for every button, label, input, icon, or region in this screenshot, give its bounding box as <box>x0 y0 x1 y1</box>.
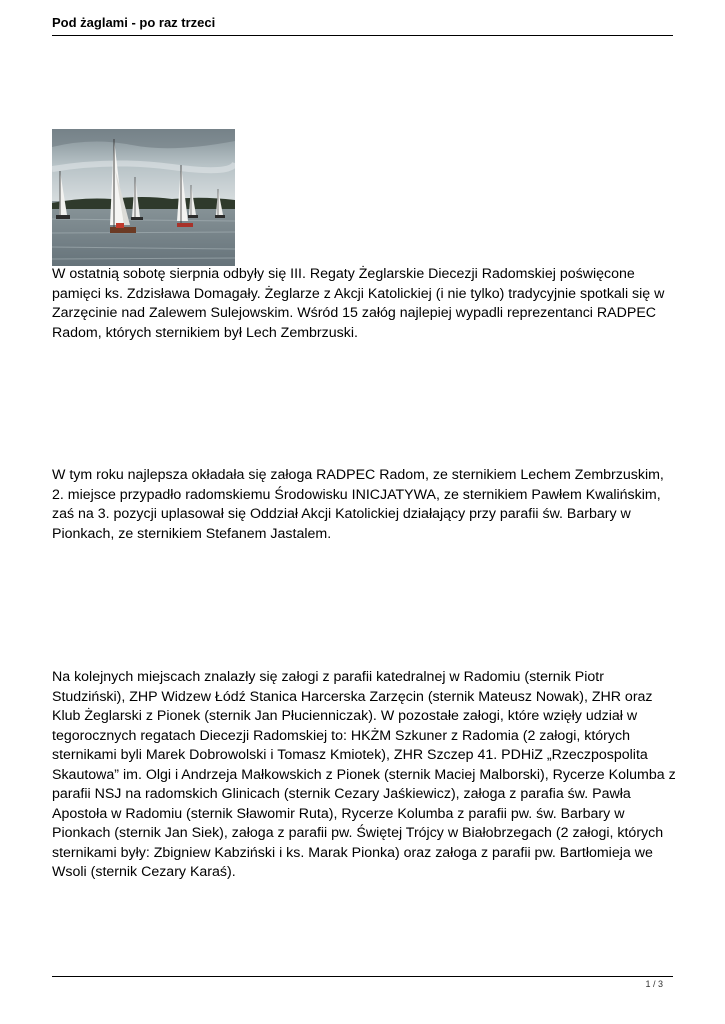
page-title: Pod żaglami - po raz trzeci <box>52 15 216 30</box>
header-divider <box>52 35 673 36</box>
sailboats-photo <box>52 129 235 266</box>
footer-divider <box>52 976 673 977</box>
page-number: 1 / 3 <box>645 979 663 989</box>
article-paragraph-3: Na kolejnych miejscach znalazły się załogi z parafii katedralnej w Radomiu (sternik Piotr Studziński), ZHP Widzew Łódź Stanica Harcerska Zarzęcin (sternik Mateusz Nowak), ZHR oraz Klub Żeglarski z Pionek (sternik Jan Płucienniczak). W pozostałe załogi, które wzięły udział w tegorocznych regatach Diecezji Radomskiej to: HKŻM Szkuner z Radomia (2 załogi, których sternikami byli Marek Dobrowolski i Tomasz Kmiotek), ZHR Szczep 41. PDHiZ „Rzeczpospolita Skautowa” im. Olgi i Andrzeja Małkowskich z Pionek (sternik Maciej Malborski), Rycerze Kolumba z parafii NSJ na radomskich Glinicach (sternik Cezary Jaśkiewicz), załoga z parafia św. Pawła Apostoła w Radomiu (sternik Sławomir Ruta), Rycerze Kolumba z parafii pw. św. Barbary w Pionkach (sternik Jan Siek), załoga z parafii pw. Świętej Trójcy w Białobrzegach (2 załogi, których sternikami były: Zbigniew Kabziński i ks. Marak Pionka) oraz załoga z parafii pw. Bartłomieja we Wsoli (sternik Cezary Karaś). <box>52 669 676 880</box>
article-paragraph-1: W ostatnią sobotę sierpnia odbyły się III. Regaty Żeglarskie Diecezji Radomskiej poświęcone pamięci ks. Zdzisława Domagały. Żeglarze z Akcji Katolickiej (i nie tylko) tradycyjnie spotkali się w Zarzęcinie nad Zalewem Sulejowskim. Wśród 15 załóg najlepiej wypadli reprezentanci RADPEC Radom, których sternikiem był Lech Zembrzuski. <box>52 266 665 341</box>
article-paragraph-2: W tym roku najlepsza okładała się załoga RADPEC Radom, ze sternikiem Lechem Zembrzuskim, 2. miejsce przypadło radomskiemu Środowisku INICJATYWA, ze sternikiem Pawłem Kwalińskim, zaś na 3. pozycji uplasował się Oddział Akcji Katolickiej działający przy parafii św. Barbary w Pionkach, ze sternikiem Stefanem Jastalem. <box>52 467 664 542</box>
